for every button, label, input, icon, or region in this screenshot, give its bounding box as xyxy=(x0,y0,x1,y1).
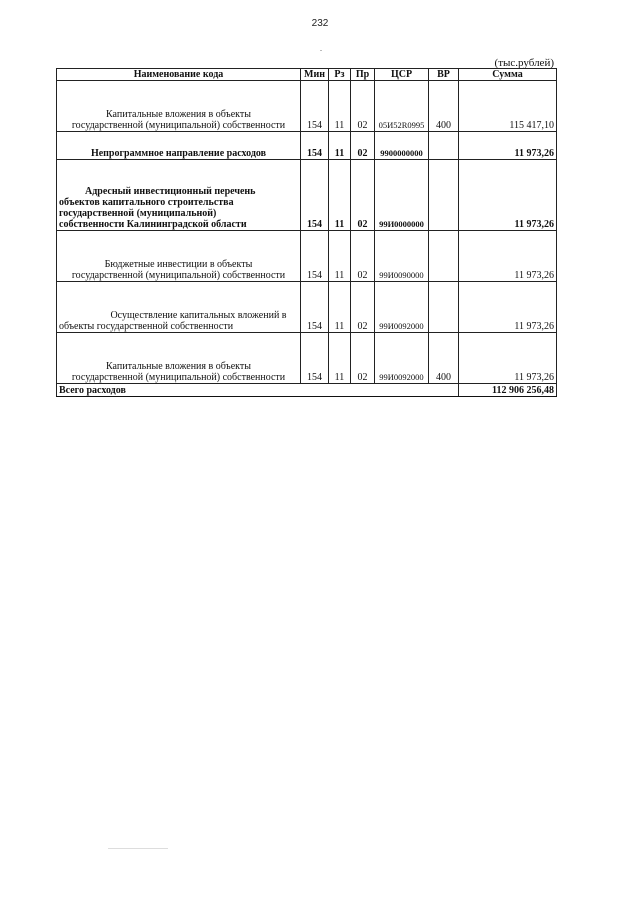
total-label: Всего расходов xyxy=(57,384,459,397)
row-name-cell xyxy=(57,132,301,160)
table-header-row xyxy=(57,69,557,81)
column-header-rz: Рз xyxy=(329,69,351,81)
row-vr: 400 xyxy=(429,81,459,132)
row-csr: 99И0000000 xyxy=(375,160,429,231)
scan-speck xyxy=(108,848,168,849)
row-csr: 99И0092000 xyxy=(375,282,429,333)
table-row xyxy=(57,132,557,160)
row-pr: 02 xyxy=(351,282,375,333)
table-row xyxy=(57,81,557,132)
row-name-line: объекты государственной собственности xyxy=(59,321,234,332)
row-sum: 11 973,26 xyxy=(459,333,557,384)
row-min: 154 xyxy=(301,282,329,333)
row-sum: 115 417,10 xyxy=(459,81,557,132)
row-name-cell xyxy=(57,160,301,231)
row-rz: 11 xyxy=(329,333,351,384)
column-header-csr: ЦСР xyxy=(375,69,429,81)
row-csr: 99И0090000 xyxy=(375,231,429,282)
row-pr: 02 xyxy=(351,333,375,384)
row-rz: 11 xyxy=(329,231,351,282)
row-csr: 05И52R0995 xyxy=(375,81,429,132)
page-number: 232 xyxy=(311,18,329,29)
row-csr: 99И0092000 xyxy=(375,333,429,384)
row-pr: 02 xyxy=(351,160,375,231)
row-name-cell xyxy=(57,282,301,333)
row-vr xyxy=(429,231,459,282)
row-sum: 11 973,26 xyxy=(459,231,557,282)
row-min: 154 xyxy=(301,160,329,231)
row-name-line: государственной (муниципальной) собственности xyxy=(71,372,286,383)
column-header-pr: Пр xyxy=(351,69,375,81)
row-min: 154 xyxy=(301,231,329,282)
row-vr xyxy=(429,160,459,231)
row-name-line: Капитальные вложения в объекты xyxy=(106,361,251,372)
budget-table xyxy=(56,68,557,397)
row-name-cell xyxy=(57,231,301,282)
table-row xyxy=(57,231,557,282)
row-rz: 11 xyxy=(329,81,351,132)
row-name-line: государственной (муниципальной) собственности xyxy=(71,120,286,131)
row-rz: 11 xyxy=(329,132,351,160)
row-name-line: Осуществление капитальных вложений в xyxy=(110,310,287,321)
column-header-vr: ВР xyxy=(429,69,459,81)
column-header-min: Мин xyxy=(301,69,329,81)
table-row xyxy=(57,282,557,333)
table-row xyxy=(57,333,557,384)
units-label: (тыс.рублей) xyxy=(494,57,554,69)
row-vr: 400 xyxy=(429,333,459,384)
row-min: 154 xyxy=(301,81,329,132)
row-csr: 9900000000 xyxy=(375,132,429,160)
row-name-line: государственной (муниципальной) xyxy=(59,208,217,219)
row-pr: 02 xyxy=(351,81,375,132)
row-pr: 02 xyxy=(351,132,375,160)
total-sum: 112 906 256,48 xyxy=(459,384,557,397)
row-name-line: Адресный инвестиционный перечень xyxy=(85,186,256,197)
row-min: 154 xyxy=(301,333,329,384)
total-row xyxy=(57,384,557,397)
row-sum: 11 973,26 xyxy=(459,282,557,333)
row-name-line: Капитальные вложения в объекты xyxy=(106,109,251,120)
row-pr: 02 xyxy=(351,231,375,282)
column-header-name: Наименование кода xyxy=(57,69,301,81)
row-vr xyxy=(429,282,459,333)
row-name-cell xyxy=(57,81,301,132)
row-sum: 11 973,26 xyxy=(459,132,557,160)
row-name-line: государственной (муниципальной) собственности xyxy=(71,270,286,281)
row-name-cell xyxy=(57,333,301,384)
row-vr xyxy=(429,132,459,160)
column-header-sum: Сумма xyxy=(459,69,557,81)
row-rz: 11 xyxy=(329,282,351,333)
row-name-line: Непрограммное направление расходов xyxy=(90,148,267,159)
row-name-line: собственности Калининградской области xyxy=(59,219,247,230)
row-min: 154 xyxy=(301,132,329,160)
scan-speck xyxy=(320,50,322,51)
row-name-line: Бюджетные инвестиции в объекты xyxy=(104,259,253,270)
row-name-line: объектов капитального строительства xyxy=(59,197,234,208)
row-sum: 11 973,26 xyxy=(459,160,557,231)
table-row xyxy=(57,160,557,231)
row-rz: 11 xyxy=(329,160,351,231)
